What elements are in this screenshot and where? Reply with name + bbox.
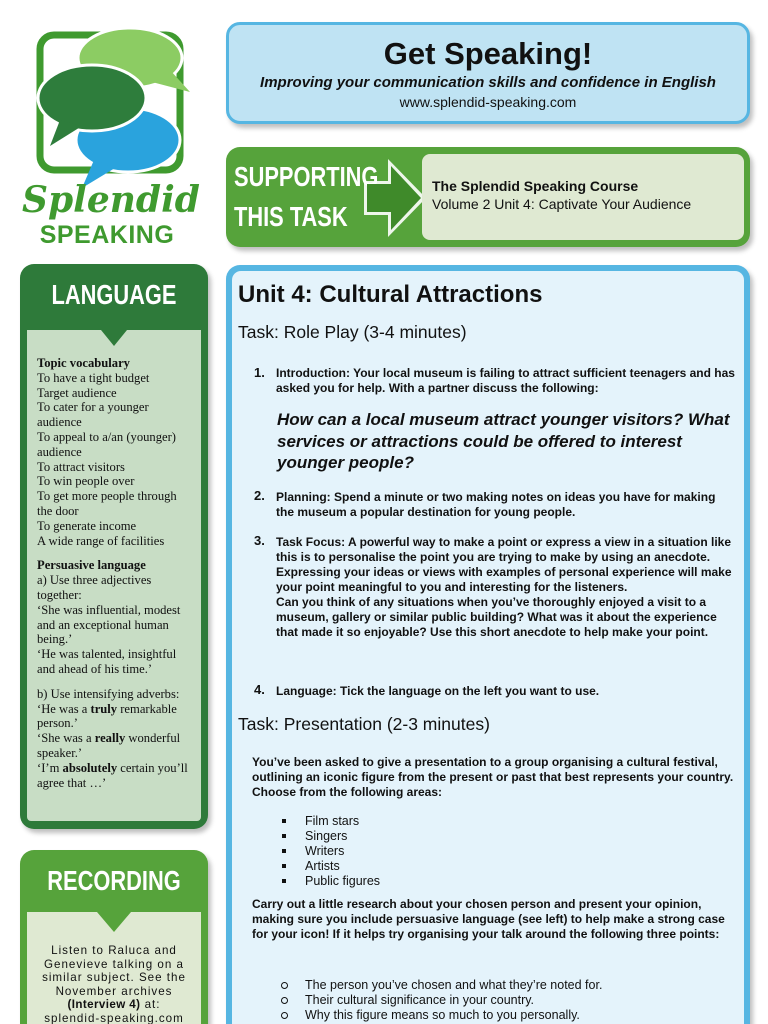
list-item: Writers	[272, 844, 380, 859]
discussion-question: How can a local museum attract younger visitors? What services or attractions could be offered to interest younger people?	[277, 410, 730, 472]
header-box	[226, 22, 750, 124]
research-instructions: Carry out a little research about your chosen person and present your opinion, making sure you include persuasive language (see left) to help make a strong case for your icon! If it helps try organising your talk around the following three points:	[252, 897, 725, 941]
main-task-content	[232, 271, 744, 1024]
three-adjectives-intro: a) Use three adjectives together:	[37, 573, 152, 602]
unit-title: Unit 4: Cultural Attractions	[238, 281, 543, 308]
logo-speaking-text: SPEAKING	[39, 221, 175, 249]
course-info-panel	[422, 154, 744, 240]
logo-splendid-text: Splendid	[22, 179, 200, 221]
supporting-task-box	[226, 147, 750, 247]
list-item: Artists	[272, 859, 380, 874]
intensifying-adverbs-intro: b) Use intensifying adverbs:	[37, 686, 180, 701]
item-number: 2.	[254, 488, 265, 503]
topic-item: To attract visitors	[37, 459, 125, 474]
language-panel	[20, 264, 208, 829]
page-subtitle: Improving your communication skills and confidence in English	[260, 74, 716, 91]
topic-item: Target audience	[37, 385, 117, 400]
topic-item: To generate income	[37, 518, 137, 533]
item-number: 4.	[254, 682, 265, 697]
adjective-example: ‘He was talented, insightful and ahead of his time.’	[37, 647, 177, 676]
task-role-play-heading: Task: Role Play (3-4 minutes)	[238, 322, 467, 342]
language-content	[27, 326, 201, 821]
topic-item: To have a tight budget	[37, 370, 150, 385]
adverb-example: ‘He was a truly remarkable person.’	[37, 701, 177, 731]
page-title: Get Speaking!	[383, 36, 593, 71]
introduction-text: Introduction: Your local museum is failing to attract sufficient teenagers and has asked you for help. With a partner discuss the following:	[276, 366, 735, 395]
adverb-example: ‘She was a really wonderful speaker.’	[37, 731, 181, 760]
list-item: Why this figure means so much to you personally.	[272, 1008, 602, 1023]
topic-vocabulary-heading: Topic vocabulary	[37, 356, 130, 370]
down-arrow-icon	[27, 908, 201, 934]
course-name: The Splendid Speaking Course	[432, 178, 639, 194]
adverb-example: ‘I’m absolutely certain you’ll agree that …’	[37, 760, 188, 790]
list-item: Singers	[272, 829, 380, 844]
item-number: 3.	[254, 533, 265, 548]
recording-panel	[20, 850, 208, 1024]
topic-item: To get more people through the door	[37, 489, 177, 518]
points-list	[272, 978, 602, 1023]
recording-title: RECORDING	[47, 865, 181, 896]
down-arrow-icon	[27, 326, 201, 348]
list-item: Their cultural significance in your country.	[272, 993, 602, 1008]
main-task-panel	[226, 265, 750, 1024]
speech-bubbles-icon	[20, 20, 210, 200]
arrow-right-icon	[364, 155, 428, 241]
supporting-title-line1: SUPPORTING	[234, 161, 379, 192]
list-item: The person you’ve chosen and what they’re noted for.	[272, 978, 602, 993]
presentation-intro: You’ve been asked to give a presentation to a group organising a cultural festival, outlining an iconic figure from the present or past that best represents your country. Choose from the following areas:	[252, 755, 734, 799]
list-item: Film stars	[272, 814, 380, 829]
list-item: Public figures	[272, 874, 380, 889]
adjective-example: ‘She was influential, modest and an exceptional human being.’	[37, 602, 181, 647]
task-focus-text: Task Focus: A powerful way to make a point or express a view in a situation like this is to personalise the point you are trying to make by using an anecdote. Expressing your ideas or views with examples of personal experience will make your point meaningful to you and interesting for the listeners. Can you think of any situations when you’ve thoroughly enjoyed a visit to a museum, gallery or similar public building? What was it about the experience that made it so enjoyable? Use this short anecdote to help make your point.	[276, 535, 732, 639]
topic-item: A wide range of facilities	[37, 533, 165, 548]
topic-item: To appeal to a/an (younger) audience	[37, 429, 176, 459]
interview-reference: (Interview 4)	[67, 998, 141, 1011]
topic-item: To win people over	[37, 474, 135, 489]
item-number: 1.	[254, 365, 265, 380]
site-url[interactable]: www.splendid-speaking.com	[399, 94, 577, 110]
planning-text: Planning: Spend a minute or two making notes on ideas you have for making the museum a popular destination for young people.	[276, 490, 716, 519]
logo-wordmark	[22, 179, 200, 250]
language-title: LANGUAGE	[51, 279, 177, 310]
topic-item: To cater for a younger audience	[37, 400, 149, 430]
areas-list	[272, 814, 380, 889]
task-presentation-heading: Task: Presentation (2-3 minutes)	[238, 714, 490, 734]
recording-link[interactable]: splendid-speaking.com	[44, 1011, 184, 1024]
persuasive-language-heading: Persuasive language	[37, 558, 146, 573]
supporting-task-title	[234, 157, 379, 237]
recording-description: Listen to Raluca and Genevieve talking on a similar subject. See the November archives	[42, 944, 186, 998]
course-volume: Volume 2 Unit 4: Captivate Your Audience	[432, 196, 692, 212]
supporting-title-line2: THIS TASK	[234, 201, 348, 232]
language-instruction-text: Language: Tick the language on the left you want to use.	[276, 684, 600, 698]
recording-content: Listen to Raluca and Genevieve talking on a similar subject. See the November archives (Interview 4) at: splendid-speaking.com	[27, 908, 201, 1024]
